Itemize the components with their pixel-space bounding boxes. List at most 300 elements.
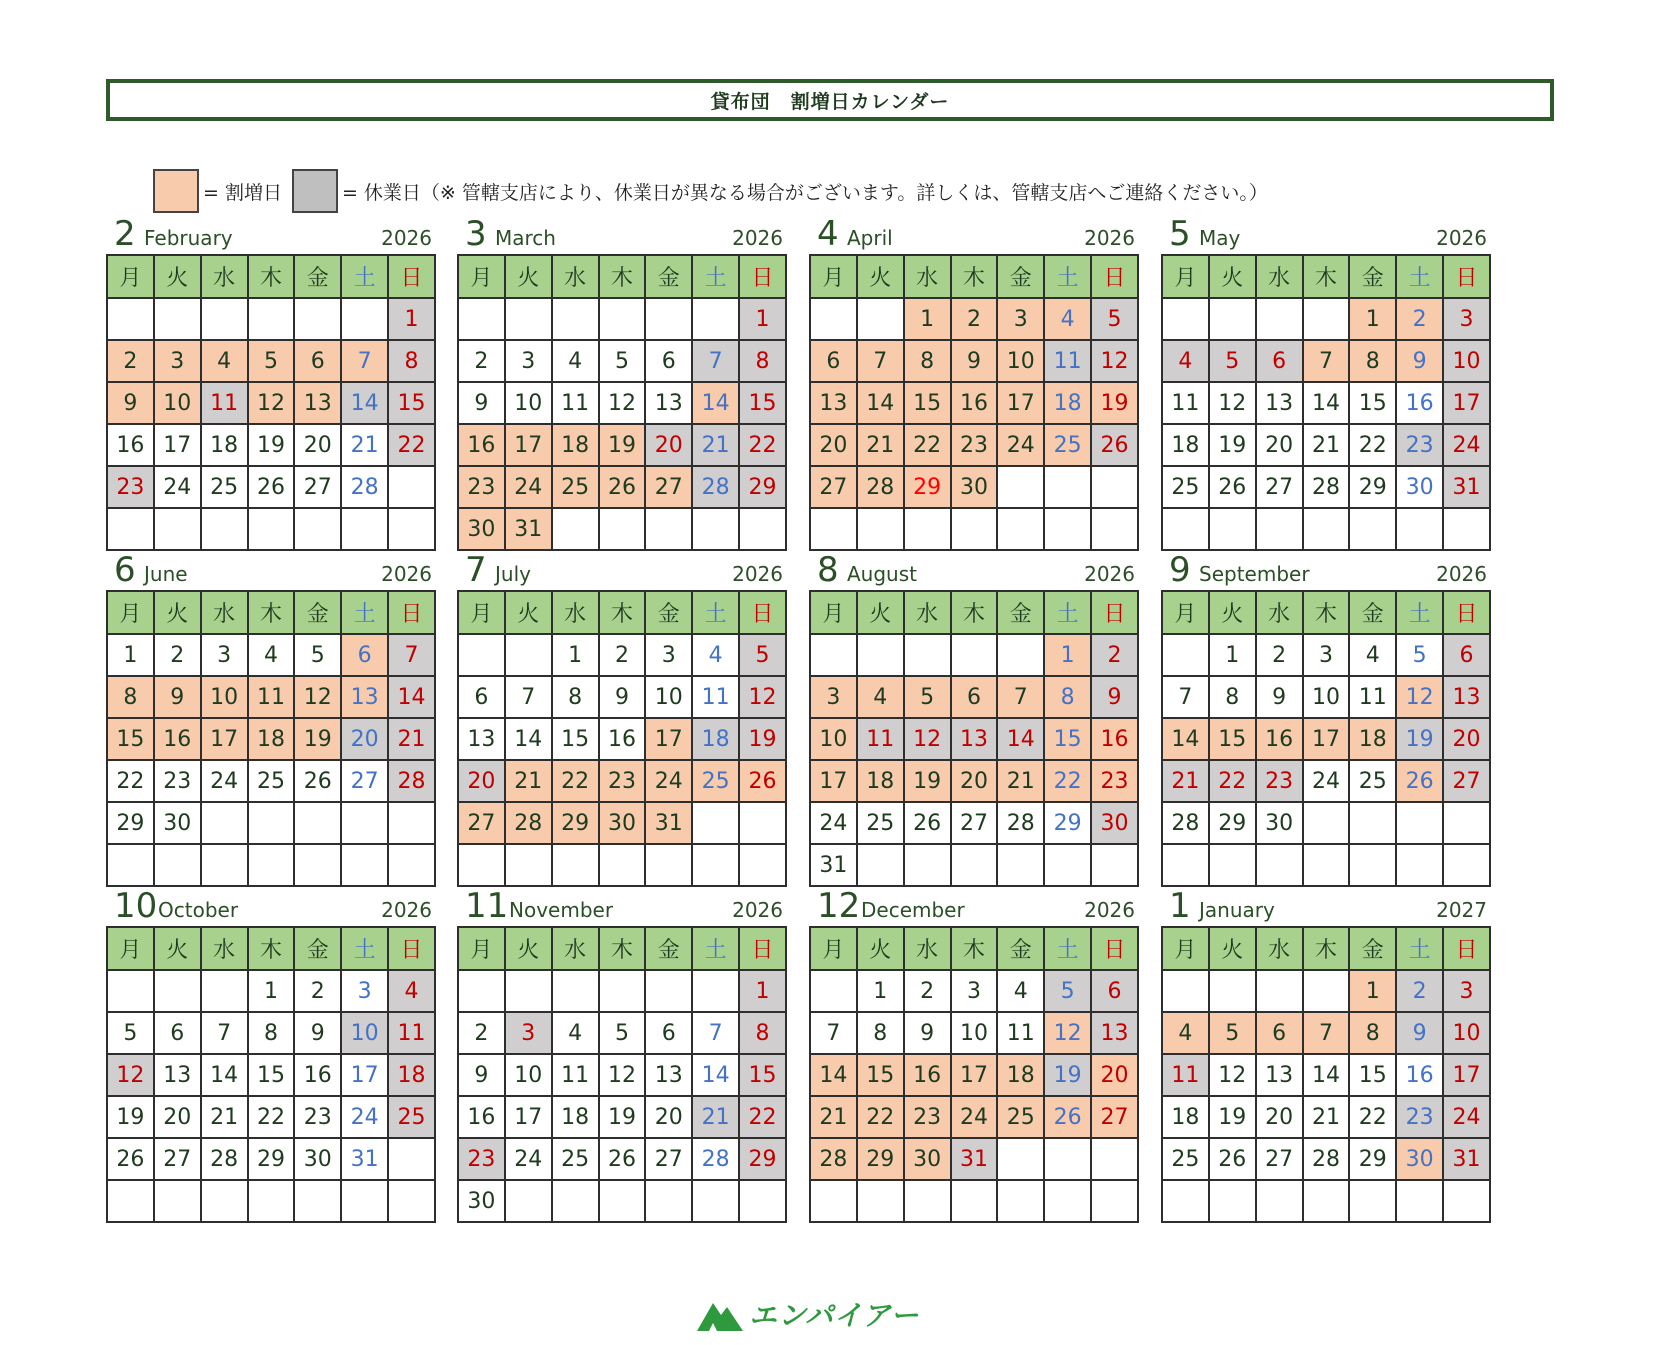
day-cell: 17 bbox=[341, 1054, 388, 1096]
day-cell: 11 bbox=[1044, 340, 1091, 382]
day-cell bbox=[1349, 802, 1396, 844]
day-cell: 1 bbox=[739, 298, 786, 340]
day-cell bbox=[997, 508, 1044, 550]
weekday-header: 月 bbox=[107, 927, 154, 970]
weekday-header: 火 bbox=[1209, 927, 1256, 970]
day-cell: 22 bbox=[388, 424, 435, 466]
day-cell bbox=[107, 844, 154, 886]
day-cell: 15 bbox=[1349, 1054, 1396, 1096]
weekday-header: 金 bbox=[1349, 255, 1396, 298]
day-cell: 19 bbox=[1044, 1054, 1091, 1096]
day-cell: 1 bbox=[1349, 970, 1396, 1012]
day-cell: 19 bbox=[1209, 1096, 1256, 1138]
month-name: February bbox=[144, 226, 233, 250]
month-march bbox=[457, 216, 787, 551]
weekday-header: 月 bbox=[810, 927, 857, 970]
day-cell: 21 bbox=[692, 424, 739, 466]
day-cell bbox=[388, 844, 435, 886]
day-cell bbox=[458, 844, 505, 886]
day-cell: 8 bbox=[248, 1012, 295, 1054]
day-cell: 21 bbox=[505, 760, 552, 802]
day-cell: 24 bbox=[810, 802, 857, 844]
day-cell bbox=[1443, 844, 1490, 886]
month-year: 2026 bbox=[381, 226, 432, 250]
weekday-header: 金 bbox=[997, 927, 1044, 970]
weekday-header: 火 bbox=[154, 591, 201, 634]
day-cell: 19 bbox=[107, 1096, 154, 1138]
day-cell: 3 bbox=[997, 298, 1044, 340]
day-cell: 5 bbox=[1044, 970, 1091, 1012]
day-cell: 30 bbox=[1091, 802, 1138, 844]
day-cell: 30 bbox=[904, 1138, 951, 1180]
day-cell: 18 bbox=[1162, 1096, 1209, 1138]
day-cell bbox=[248, 802, 295, 844]
day-cell: 8 bbox=[739, 340, 786, 382]
day-cell: 26 bbox=[1209, 466, 1256, 508]
day-cell: 15 bbox=[107, 718, 154, 760]
day-cell: 12 bbox=[248, 382, 295, 424]
month-name: March bbox=[495, 226, 556, 250]
day-cell bbox=[458, 634, 505, 676]
day-cell: 8 bbox=[107, 676, 154, 718]
weekday-header: 木 bbox=[1303, 927, 1350, 970]
day-cell bbox=[997, 466, 1044, 508]
weekday-header: 月 bbox=[810, 255, 857, 298]
day-cell bbox=[857, 634, 904, 676]
day-cell: 27 bbox=[1256, 466, 1303, 508]
day-cell bbox=[1044, 1180, 1091, 1222]
day-cell: 14 bbox=[388, 676, 435, 718]
day-cell: 9 bbox=[1396, 340, 1443, 382]
weekday-header: 金 bbox=[1349, 927, 1396, 970]
day-cell: 3 bbox=[505, 1012, 552, 1054]
day-cell: 3 bbox=[810, 676, 857, 718]
day-cell bbox=[1044, 1138, 1091, 1180]
day-cell: 2 bbox=[1396, 970, 1443, 1012]
day-cell: 24 bbox=[505, 466, 552, 508]
day-cell bbox=[857, 1180, 904, 1222]
day-cell: 7 bbox=[201, 1012, 248, 1054]
day-cell: 24 bbox=[341, 1096, 388, 1138]
day-cell: 3 bbox=[154, 340, 201, 382]
day-cell: 30 bbox=[951, 466, 998, 508]
day-cell: 11 bbox=[857, 718, 904, 760]
month-december bbox=[809, 888, 1139, 1223]
day-cell: 10 bbox=[505, 1054, 552, 1096]
day-cell: 28 bbox=[857, 466, 904, 508]
day-cell: 26 bbox=[294, 760, 341, 802]
day-cell: 16 bbox=[458, 424, 505, 466]
day-cell: 16 bbox=[294, 1054, 341, 1096]
day-cell: 21 bbox=[810, 1096, 857, 1138]
day-cell: 7 bbox=[1303, 340, 1350, 382]
month-year: 2026 bbox=[732, 898, 783, 922]
day-cell: 20 bbox=[810, 424, 857, 466]
day-cell bbox=[599, 298, 646, 340]
weekday-header: 水 bbox=[904, 255, 951, 298]
day-cell: 6 bbox=[645, 340, 692, 382]
day-cell: 2 bbox=[951, 298, 998, 340]
day-cell: 19 bbox=[599, 424, 646, 466]
day-cell bbox=[810, 634, 857, 676]
weekday-header: 火 bbox=[857, 591, 904, 634]
day-cell: 5 bbox=[1209, 340, 1256, 382]
day-cell: 2 bbox=[458, 1012, 505, 1054]
day-cell: 18 bbox=[1349, 718, 1396, 760]
day-cell bbox=[645, 1180, 692, 1222]
day-cell: 7 bbox=[1303, 1012, 1350, 1054]
day-cell: 20 bbox=[341, 718, 388, 760]
day-cell bbox=[1303, 802, 1350, 844]
day-cell bbox=[201, 970, 248, 1012]
month-number: 12 bbox=[817, 886, 861, 926]
day-cell: 3 bbox=[505, 340, 552, 382]
weekday-header: 木 bbox=[1303, 591, 1350, 634]
day-cell: 16 bbox=[107, 424, 154, 466]
day-cell: 13 bbox=[951, 718, 998, 760]
day-cell bbox=[1162, 508, 1209, 550]
day-cell: 25 bbox=[201, 466, 248, 508]
premium-swatch bbox=[153, 169, 199, 213]
day-cell bbox=[294, 1180, 341, 1222]
weekday-header: 日 bbox=[1443, 591, 1490, 634]
day-cell: 18 bbox=[857, 760, 904, 802]
day-cell: 4 bbox=[1162, 1012, 1209, 1054]
month-year: 2026 bbox=[1084, 226, 1135, 250]
day-cell: 29 bbox=[248, 1138, 295, 1180]
month-table bbox=[106, 254, 436, 551]
day-cell: 3 bbox=[341, 970, 388, 1012]
day-cell: 7 bbox=[505, 676, 552, 718]
day-cell: 27 bbox=[1443, 760, 1490, 802]
day-cell: 15 bbox=[739, 382, 786, 424]
day-cell: 25 bbox=[1162, 1138, 1209, 1180]
day-cell: 9 bbox=[599, 676, 646, 718]
day-cell: 30 bbox=[294, 1138, 341, 1180]
day-cell: 12 bbox=[904, 718, 951, 760]
month-august bbox=[809, 552, 1139, 887]
weekday-header: 火 bbox=[154, 927, 201, 970]
day-cell bbox=[341, 844, 388, 886]
day-cell: 31 bbox=[810, 844, 857, 886]
day-cell: 2 bbox=[107, 340, 154, 382]
day-cell bbox=[739, 844, 786, 886]
day-cell: 22 bbox=[1349, 1096, 1396, 1138]
day-cell: 10 bbox=[997, 340, 1044, 382]
day-cell: 19 bbox=[739, 718, 786, 760]
day-cell: 4 bbox=[1162, 340, 1209, 382]
weekday-header: 土 bbox=[341, 591, 388, 634]
day-cell: 19 bbox=[294, 718, 341, 760]
weekday-header: 土 bbox=[341, 255, 388, 298]
day-cell bbox=[505, 298, 552, 340]
day-cell bbox=[201, 844, 248, 886]
day-cell bbox=[739, 802, 786, 844]
day-cell: 21 bbox=[388, 718, 435, 760]
day-cell: 22 bbox=[904, 424, 951, 466]
day-cell bbox=[904, 1180, 951, 1222]
month-table bbox=[1161, 926, 1491, 1223]
day-cell: 26 bbox=[599, 466, 646, 508]
day-cell bbox=[154, 970, 201, 1012]
day-cell: 8 bbox=[857, 1012, 904, 1054]
weekday-header: 水 bbox=[201, 591, 248, 634]
day-cell bbox=[1162, 1180, 1209, 1222]
day-cell: 14 bbox=[692, 1054, 739, 1096]
day-cell: 21 bbox=[997, 760, 1044, 802]
weekday-header: 金 bbox=[294, 255, 341, 298]
day-cell bbox=[599, 1180, 646, 1222]
day-cell bbox=[951, 508, 998, 550]
weekday-header: 木 bbox=[1303, 255, 1350, 298]
weekday-header: 火 bbox=[505, 591, 552, 634]
day-cell: 19 bbox=[1209, 424, 1256, 466]
day-cell bbox=[951, 634, 998, 676]
day-cell: 10 bbox=[505, 382, 552, 424]
day-cell: 5 bbox=[1091, 298, 1138, 340]
day-cell: 20 bbox=[1443, 718, 1490, 760]
day-cell: 16 bbox=[904, 1054, 951, 1096]
weekday-header: 水 bbox=[904, 927, 951, 970]
month-table bbox=[457, 926, 787, 1223]
month-june bbox=[106, 552, 436, 887]
holiday-swatch bbox=[292, 169, 338, 213]
weekday-header: 水 bbox=[1256, 591, 1303, 634]
day-cell bbox=[388, 802, 435, 844]
weekday-header: 金 bbox=[294, 927, 341, 970]
weekday-header: 日 bbox=[388, 255, 435, 298]
day-cell bbox=[552, 298, 599, 340]
day-cell: 11 bbox=[201, 382, 248, 424]
day-cell: 6 bbox=[154, 1012, 201, 1054]
day-cell: 4 bbox=[997, 970, 1044, 1012]
month-april bbox=[809, 216, 1139, 551]
weekday-header: 月 bbox=[458, 591, 505, 634]
day-cell: 17 bbox=[645, 718, 692, 760]
day-cell: 30 bbox=[1256, 802, 1303, 844]
day-cell bbox=[1256, 970, 1303, 1012]
day-cell: 27 bbox=[645, 1138, 692, 1180]
day-cell: 11 bbox=[997, 1012, 1044, 1054]
day-cell bbox=[645, 508, 692, 550]
day-cell bbox=[505, 1180, 552, 1222]
day-cell: 21 bbox=[1303, 424, 1350, 466]
day-cell: 1 bbox=[904, 298, 951, 340]
day-cell bbox=[810, 970, 857, 1012]
day-cell bbox=[107, 970, 154, 1012]
day-cell bbox=[505, 844, 552, 886]
day-cell bbox=[810, 508, 857, 550]
day-cell bbox=[1256, 508, 1303, 550]
day-cell bbox=[248, 298, 295, 340]
day-cell: 4 bbox=[388, 970, 435, 1012]
month-january bbox=[1161, 888, 1491, 1223]
day-cell: 24 bbox=[645, 760, 692, 802]
day-cell: 12 bbox=[1209, 1054, 1256, 1096]
weekday-header: 土 bbox=[1044, 927, 1091, 970]
day-cell: 6 bbox=[294, 340, 341, 382]
day-cell: 5 bbox=[107, 1012, 154, 1054]
day-cell bbox=[645, 970, 692, 1012]
day-cell: 5 bbox=[1396, 634, 1443, 676]
day-cell: 15 bbox=[857, 1054, 904, 1096]
day-cell: 12 bbox=[1209, 382, 1256, 424]
day-cell: 14 bbox=[201, 1054, 248, 1096]
holiday-legend-label: = 休業日（※ 管轄支店により、休業日が異なる場合がございます。詳しくは、管轄支店へご連絡ください。） bbox=[341, 181, 1268, 204]
month-name: August bbox=[847, 562, 917, 586]
day-cell bbox=[458, 970, 505, 1012]
day-cell: 22 bbox=[1349, 424, 1396, 466]
weekday-header: 日 bbox=[739, 255, 786, 298]
weekday-header: 水 bbox=[201, 927, 248, 970]
day-cell bbox=[1303, 298, 1350, 340]
premium-legend-label: = 割増日 bbox=[203, 181, 282, 204]
month-table bbox=[106, 590, 436, 887]
month-table bbox=[457, 590, 787, 887]
day-cell: 25 bbox=[1044, 424, 1091, 466]
day-cell: 22 bbox=[1044, 760, 1091, 802]
day-cell: 4 bbox=[552, 340, 599, 382]
day-cell: 29 bbox=[1209, 802, 1256, 844]
month-number: 6 bbox=[114, 550, 136, 590]
day-cell bbox=[248, 844, 295, 886]
weekday-header: 日 bbox=[1443, 255, 1490, 298]
day-cell: 9 bbox=[154, 676, 201, 718]
weekday-header: 土 bbox=[341, 927, 388, 970]
day-cell: 21 bbox=[1303, 1096, 1350, 1138]
logo-text: エンパイアー bbox=[749, 1299, 920, 1332]
day-cell: 3 bbox=[1443, 298, 1490, 340]
day-cell: 13 bbox=[341, 676, 388, 718]
day-cell: 1 bbox=[857, 970, 904, 1012]
day-cell: 4 bbox=[201, 340, 248, 382]
day-cell: 12 bbox=[107, 1054, 154, 1096]
day-cell: 6 bbox=[1091, 970, 1138, 1012]
weekday-header: 日 bbox=[1091, 927, 1138, 970]
day-cell: 4 bbox=[248, 634, 295, 676]
month-name: November bbox=[509, 898, 614, 922]
day-cell: 28 bbox=[341, 466, 388, 508]
day-cell bbox=[1396, 508, 1443, 550]
weekday-header: 木 bbox=[951, 255, 998, 298]
day-cell bbox=[1303, 1180, 1350, 1222]
month-number: 1 bbox=[1169, 886, 1191, 926]
day-cell bbox=[739, 1180, 786, 1222]
day-cell: 13 bbox=[810, 382, 857, 424]
day-cell: 16 bbox=[599, 718, 646, 760]
day-cell: 20 bbox=[1091, 1054, 1138, 1096]
day-cell: 30 bbox=[599, 802, 646, 844]
day-cell: 16 bbox=[458, 1096, 505, 1138]
month-number: 3 bbox=[465, 214, 487, 254]
month-number: 11 bbox=[465, 886, 509, 926]
day-cell bbox=[341, 802, 388, 844]
day-cell bbox=[1303, 844, 1350, 886]
day-cell bbox=[1256, 298, 1303, 340]
day-cell: 22 bbox=[857, 1096, 904, 1138]
weekday-header: 火 bbox=[505, 255, 552, 298]
day-cell: 2 bbox=[599, 634, 646, 676]
day-cell: 30 bbox=[1396, 466, 1443, 508]
weekday-header: 月 bbox=[1162, 927, 1209, 970]
day-cell: 25 bbox=[1349, 760, 1396, 802]
day-cell: 24 bbox=[201, 760, 248, 802]
day-cell: 26 bbox=[1091, 424, 1138, 466]
day-cell: 31 bbox=[1443, 466, 1490, 508]
day-cell: 22 bbox=[248, 1096, 295, 1138]
day-cell: 25 bbox=[1162, 466, 1209, 508]
day-cell: 26 bbox=[1044, 1096, 1091, 1138]
weekday-header: 月 bbox=[1162, 255, 1209, 298]
day-cell: 22 bbox=[1209, 760, 1256, 802]
day-cell: 1 bbox=[739, 970, 786, 1012]
day-cell: 18 bbox=[997, 1054, 1044, 1096]
day-cell: 20 bbox=[154, 1096, 201, 1138]
month-year: 2026 bbox=[381, 562, 432, 586]
day-cell: 26 bbox=[107, 1138, 154, 1180]
day-cell: 29 bbox=[1044, 802, 1091, 844]
day-cell bbox=[904, 844, 951, 886]
day-cell: 13 bbox=[1443, 676, 1490, 718]
day-cell: 5 bbox=[248, 340, 295, 382]
day-cell: 30 bbox=[1396, 1138, 1443, 1180]
day-cell: 24 bbox=[1303, 760, 1350, 802]
day-cell: 2 bbox=[1091, 634, 1138, 676]
day-cell: 1 bbox=[388, 298, 435, 340]
day-cell: 7 bbox=[810, 1012, 857, 1054]
day-cell: 10 bbox=[201, 676, 248, 718]
day-cell: 22 bbox=[739, 424, 786, 466]
day-cell: 1 bbox=[1349, 298, 1396, 340]
day-cell bbox=[1349, 508, 1396, 550]
day-cell: 14 bbox=[1162, 718, 1209, 760]
day-cell bbox=[294, 844, 341, 886]
day-cell: 16 bbox=[1396, 382, 1443, 424]
day-cell: 3 bbox=[645, 634, 692, 676]
day-cell: 6 bbox=[1256, 340, 1303, 382]
day-cell bbox=[1044, 844, 1091, 886]
day-cell bbox=[1303, 508, 1350, 550]
day-cell bbox=[201, 802, 248, 844]
day-cell: 15 bbox=[739, 1054, 786, 1096]
day-cell: 24 bbox=[505, 1138, 552, 1180]
day-cell: 10 bbox=[951, 1012, 998, 1054]
day-cell: 7 bbox=[692, 1012, 739, 1054]
day-cell: 23 bbox=[951, 424, 998, 466]
day-cell: 7 bbox=[1162, 676, 1209, 718]
day-cell: 9 bbox=[458, 1054, 505, 1096]
day-cell: 25 bbox=[552, 1138, 599, 1180]
day-cell bbox=[154, 508, 201, 550]
day-cell: 28 bbox=[505, 802, 552, 844]
month-year: 2027 bbox=[1436, 898, 1487, 922]
day-cell: 14 bbox=[505, 718, 552, 760]
day-cell bbox=[1396, 802, 1443, 844]
mountain-logo-icon bbox=[697, 1297, 743, 1331]
day-cell: 13 bbox=[1256, 382, 1303, 424]
day-cell: 29 bbox=[552, 802, 599, 844]
day-cell: 20 bbox=[951, 760, 998, 802]
day-cell bbox=[692, 844, 739, 886]
day-cell: 5 bbox=[739, 634, 786, 676]
day-cell: 27 bbox=[951, 802, 998, 844]
month-year: 2026 bbox=[1436, 226, 1487, 250]
weekday-header: 日 bbox=[739, 927, 786, 970]
month-table bbox=[106, 926, 436, 1223]
month-year: 2026 bbox=[1084, 562, 1135, 586]
weekday-header: 日 bbox=[1091, 591, 1138, 634]
day-cell: 24 bbox=[1443, 1096, 1490, 1138]
